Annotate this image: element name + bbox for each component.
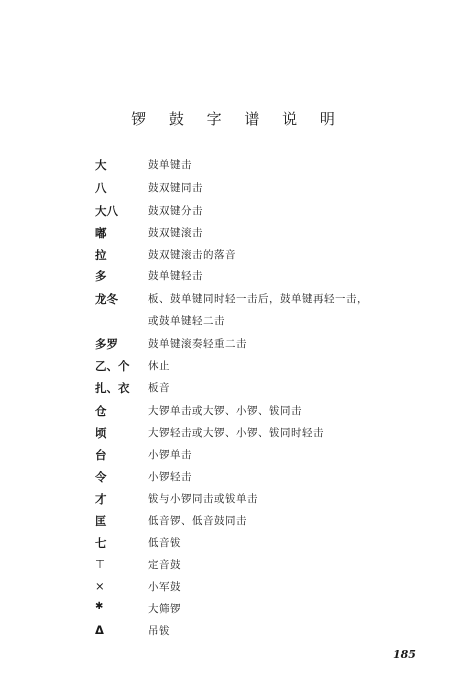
legend-term: 令 — [95, 470, 107, 484]
timpani-symbol: ⊤ — [95, 557, 106, 571]
legend-description: 小锣单击 — [148, 449, 192, 461]
legend-row — [0, 469, 475, 489]
snare-drum-symbol: × — [95, 579, 105, 593]
legend-description: 鼓单键击 — [148, 159, 192, 171]
legend-term: 七 — [95, 536, 107, 550]
legend-description: 吊钹 — [148, 625, 170, 637]
legend-description: 低音钹 — [148, 537, 181, 549]
legend-row — [0, 513, 475, 533]
legend-row — [0, 623, 475, 643]
legend-row — [0, 247, 475, 267]
legend-term: 多 — [95, 269, 107, 283]
legend-row — [0, 380, 475, 400]
legend-row — [0, 225, 475, 245]
legend-description: 休止 — [148, 360, 170, 372]
large-gong-symbol: ✱ — [95, 601, 104, 612]
legend-term: 多罗 — [95, 337, 118, 351]
legend-term: 顷 — [95, 426, 107, 440]
legend-row — [0, 157, 475, 177]
legend-description: 大筛锣 — [148, 603, 181, 615]
legend-row — [0, 447, 475, 467]
legend-description: 鼓双键分击 — [148, 205, 203, 217]
legend-description: 小军鼓 — [148, 581, 181, 593]
legend-term: 龙冬 — [95, 292, 118, 306]
legend-row — [0, 425, 475, 445]
legend-row — [0, 579, 475, 599]
legend-row — [0, 180, 475, 200]
legend-term: 嘟 — [95, 226, 107, 240]
legend-description: 鼓单键轻击 — [148, 270, 203, 282]
legend-row — [0, 491, 475, 511]
legend-row — [0, 358, 475, 378]
legend-description: 定音鼓 — [148, 559, 181, 571]
page-title: 锣 鼓 字 谱 说 明 — [131, 110, 344, 128]
legend-row — [0, 535, 475, 555]
legend-term: 大八 — [95, 204, 118, 218]
legend-description: 大锣轻击或大锣、小锣、钹同时轻击 — [148, 427, 324, 439]
legend-term: 台 — [95, 448, 107, 462]
legend-description: 鼓单键滚奏轻重二击 — [148, 338, 247, 350]
page-number: 185 — [393, 648, 416, 661]
legend-description: 低音锣、低音鼓同击 — [148, 515, 247, 527]
legend-term: 乙、个 — [95, 359, 130, 373]
legend-row — [0, 203, 475, 223]
legend-term: 拉 — [95, 248, 107, 262]
legend-description: 鼓双键同击 — [148, 182, 203, 194]
legend-description: 大锣单击或大锣、小锣、钹同击 — [148, 405, 302, 417]
suspended-cymbal-symbol: Δ — [95, 623, 104, 637]
legend-term: 扎、衣 — [95, 381, 130, 395]
legend-description: 小锣轻击 — [148, 471, 192, 483]
legend-term: 仓 — [95, 404, 107, 418]
legend-row — [0, 268, 475, 288]
legend-term: 八 — [95, 181, 107, 195]
legend-description: 钹与小锣同击或钹单击 — [148, 493, 258, 505]
legend-row — [0, 291, 475, 331]
legend-row — [0, 403, 475, 423]
legend-row — [0, 557, 475, 577]
legend-description: 鼓双键滚击的落音 — [148, 249, 236, 261]
legend-row — [0, 601, 475, 621]
legend-term: 才 — [95, 492, 107, 506]
legend-description: 鼓双键滚击 — [148, 227, 203, 239]
legend-description: 板音 — [148, 382, 170, 394]
legend-row — [0, 336, 475, 356]
legend-description: 板、鼓单键同时轻一击后，鼓单键再轻一击， — [148, 293, 368, 305]
legend-description-continued: 或鼓单键轻二击 — [148, 315, 225, 327]
legend-term: 大 — [95, 158, 107, 172]
legend-term: 匡 — [95, 514, 107, 528]
